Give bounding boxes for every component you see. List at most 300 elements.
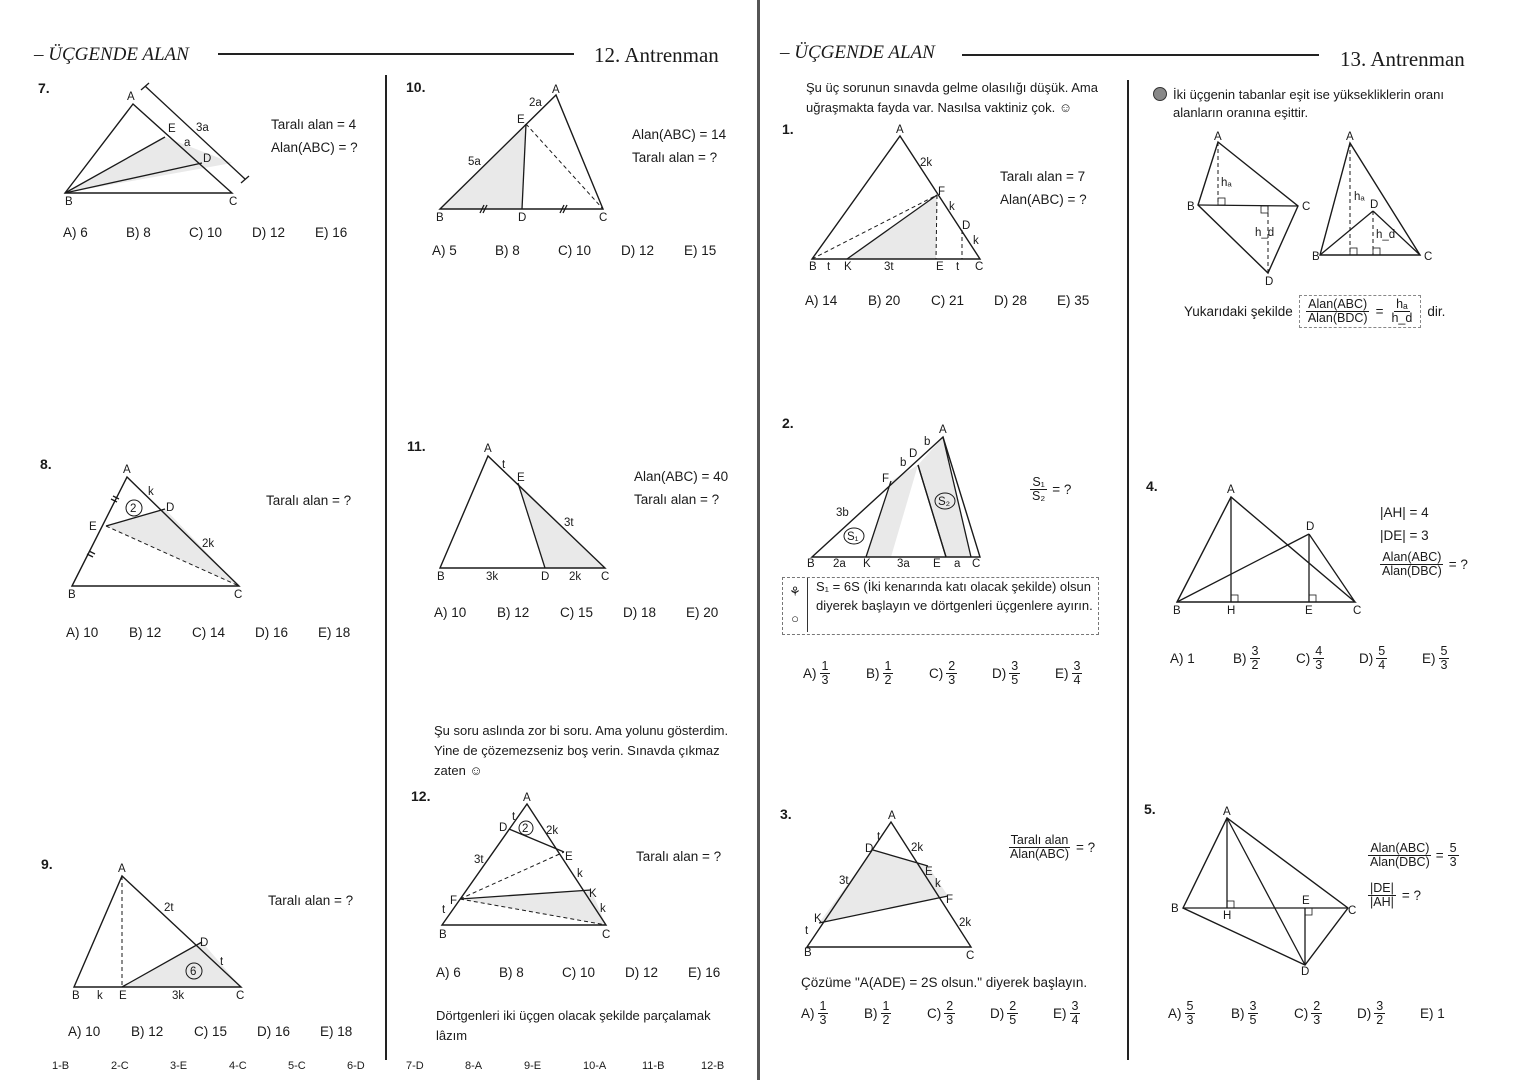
option-b[interactable]: B) 12 xyxy=(131,1024,164,1039)
option-letter: B) xyxy=(1233,651,1247,666)
label-B: B xyxy=(1312,251,1320,263)
numerator: 2 xyxy=(1009,999,1017,1013)
q9-figure xyxy=(60,860,260,1005)
option-b[interactable]: B) 20 xyxy=(868,293,901,308)
numerator: 1 xyxy=(882,999,890,1013)
denominator: 3 xyxy=(819,1013,827,1027)
label-D: D xyxy=(909,448,918,460)
question-number: 2. xyxy=(782,415,794,431)
q4-given-1: |AH| = 4 xyxy=(1380,505,1429,520)
q3-hint: Çözüme "A(ADE) = 2S olsun." diyerek başlayın. xyxy=(801,975,1088,990)
option-fraction xyxy=(1007,1000,1018,1027)
label-3t: 3t xyxy=(839,875,849,887)
numerator: Alan(ABC) xyxy=(1370,841,1430,855)
denominator: 5 xyxy=(1249,1013,1257,1027)
formula-box xyxy=(1299,295,1422,328)
question-number: 7. xyxy=(38,80,50,96)
denominator: Alan(ABC) xyxy=(1010,847,1070,861)
q7-given-2: Alan(ABC) = ? xyxy=(271,140,358,155)
q3-question xyxy=(1008,834,1095,861)
option-fraction xyxy=(944,1000,955,1027)
q4-fraction xyxy=(1380,551,1444,578)
label-2k: 2k xyxy=(202,538,215,550)
column-divider xyxy=(1127,80,1129,1060)
denominator: S₂ xyxy=(1032,489,1046,503)
question-tail: = ? xyxy=(1052,482,1072,497)
option-fraction xyxy=(881,1000,892,1027)
answer: 5-C xyxy=(288,1060,306,1072)
info-tail: dir. xyxy=(1427,304,1446,319)
bullet-icon xyxy=(1153,87,1167,101)
option-c[interactable] xyxy=(927,1000,990,1027)
question-tail: = ? xyxy=(1076,840,1096,855)
option-d[interactable] xyxy=(1359,645,1422,672)
q4-given-2: |DE| = 3 xyxy=(1380,528,1429,543)
label-b2: b xyxy=(900,457,907,469)
label-C: C xyxy=(234,589,243,601)
q5-fraction-1 xyxy=(1368,842,1432,869)
q12-note: Dörtgenleri iki üçgen olacak şekilde parçalamak lâzım xyxy=(436,1008,711,1043)
option-fraction xyxy=(1376,645,1387,672)
option-fraction xyxy=(1072,660,1083,687)
denominator: Alan(DBC) xyxy=(1382,564,1442,578)
option-letter: E) xyxy=(1055,666,1069,681)
label-hd: h_d xyxy=(1255,227,1275,239)
option-b[interactable] xyxy=(864,1000,927,1027)
option-c[interactable]: C) 14 xyxy=(192,625,226,640)
question-number: 11. xyxy=(407,438,426,454)
question-number: 10. xyxy=(406,79,426,95)
label-t2: t xyxy=(956,261,960,273)
label-5a: 5a xyxy=(468,156,481,168)
label-t2: t xyxy=(442,904,446,916)
option-a[interactable]: A) 10 xyxy=(66,625,99,640)
label-D: D xyxy=(962,220,971,232)
option-c[interactable] xyxy=(1296,645,1359,672)
label-A: A xyxy=(939,424,947,436)
q12-figure xyxy=(430,792,620,947)
area-2: 2 xyxy=(522,823,529,835)
label-A: A xyxy=(1214,131,1222,143)
label-A: A xyxy=(123,464,131,476)
label-A: A xyxy=(118,863,126,875)
info-caption: Yukarıdaki şekilde xyxy=(1184,304,1293,319)
bulb-icon: ⚘ xyxy=(789,583,801,599)
label-D: D xyxy=(1301,966,1310,978)
label-E: E xyxy=(933,558,941,570)
denominator: 2 xyxy=(882,1013,890,1027)
label-F: F xyxy=(946,894,954,906)
answer: 9-E xyxy=(524,1060,542,1072)
option-d[interactable]: D) 18 xyxy=(623,605,657,620)
label-3t: 3t xyxy=(884,261,894,273)
label-t: t xyxy=(502,459,506,471)
left-header-right: 12. Antrenman xyxy=(594,43,719,67)
label-E: E xyxy=(517,472,525,484)
option-letter: E) xyxy=(1422,651,1436,666)
label-C: C xyxy=(599,212,608,224)
label-H: H xyxy=(1227,605,1236,617)
q2-options xyxy=(803,660,1082,687)
q7-figure xyxy=(55,80,260,210)
option-letter: D) xyxy=(1357,1006,1372,1021)
label-2k: 2k xyxy=(569,571,582,583)
q12-given-1: Taralı alan = ? xyxy=(636,849,722,864)
equals: = xyxy=(1435,848,1444,863)
label-F: F xyxy=(450,895,458,907)
option-fraction xyxy=(1313,645,1324,672)
option-a[interactable] xyxy=(1170,645,1233,672)
numerator: 5 xyxy=(1449,841,1457,855)
numerator: 3 xyxy=(1251,644,1259,658)
answer: 1-B xyxy=(52,1060,70,1072)
header-dash: – xyxy=(780,42,790,63)
label-3a: 3a xyxy=(897,558,910,570)
q4-figure xyxy=(1165,482,1365,622)
label-B: B xyxy=(439,929,447,941)
numerator: Taralı alan xyxy=(1010,833,1069,847)
label-k: k xyxy=(949,201,955,213)
label-E: E xyxy=(1302,895,1310,907)
q8-given-1: Taralı alan = ? xyxy=(266,493,352,508)
right-header-right: 13. Antrenman xyxy=(1340,47,1465,71)
answer: 6-D xyxy=(347,1060,365,1072)
denominator: |AH| xyxy=(1370,895,1394,909)
label-A: A xyxy=(484,443,492,455)
q2-fraction xyxy=(1030,476,1047,503)
label-D: D xyxy=(518,212,527,224)
label-E: E xyxy=(168,123,176,135)
option-e[interactable] xyxy=(1053,1000,1080,1027)
option-letter: B) xyxy=(864,1006,878,1021)
question-number: 3. xyxy=(780,806,792,822)
numerator: 5 xyxy=(1440,644,1448,658)
option-fraction xyxy=(1250,645,1261,672)
option-letter: C) xyxy=(1294,1006,1309,1021)
option-e[interactable]: E) 16 xyxy=(688,965,721,980)
option-letter: D) xyxy=(990,1006,1005,1021)
q1-figure xyxy=(800,124,1000,279)
denominator: 2 xyxy=(1251,658,1259,672)
option-a[interactable]: A) 10 xyxy=(434,605,467,620)
label-C: C xyxy=(602,929,611,941)
equals: = xyxy=(1375,304,1384,319)
option-c[interactable]: C) 10 xyxy=(189,225,223,240)
label-F: F xyxy=(938,186,946,198)
option-fraction xyxy=(820,660,831,687)
option-b[interactable] xyxy=(1231,1000,1294,1027)
option-letter: A) xyxy=(801,1006,815,1021)
denominator: Alan(BDC) xyxy=(1307,311,1368,325)
option-e[interactable] xyxy=(1420,1000,1445,1027)
denominator: 3 xyxy=(821,673,829,687)
label-3k: 3k xyxy=(486,571,499,583)
option-d[interactable] xyxy=(1357,1000,1420,1027)
q5-options xyxy=(1168,1000,1445,1027)
question-number: 4. xyxy=(1146,478,1158,494)
denominator: 3 xyxy=(1315,658,1323,672)
right-header xyxy=(780,42,935,64)
option-c[interactable]: C) 10 xyxy=(558,243,592,258)
question-number: 1. xyxy=(782,121,794,137)
option-b[interactable]: B) 12 xyxy=(497,605,530,620)
question-number: 9. xyxy=(41,856,53,872)
q2-question xyxy=(1030,476,1071,503)
option-e[interactable]: E) 35 xyxy=(1057,293,1090,308)
option-fraction xyxy=(1311,1000,1322,1027)
label-E: E xyxy=(925,866,933,878)
numerator: Alan(ABC) xyxy=(1382,550,1442,564)
header-rule xyxy=(962,54,1319,56)
q11-figure xyxy=(430,440,620,590)
option-b[interactable]: B) 8 xyxy=(499,965,524,980)
option-b[interactable] xyxy=(1233,645,1296,672)
label-B: B xyxy=(804,947,812,959)
question-number: 5. xyxy=(1144,801,1156,817)
label-k: k xyxy=(577,868,583,880)
option-letter: C) xyxy=(929,666,944,681)
option-d[interactable]: D) 12 xyxy=(625,965,659,980)
option-letter: D) xyxy=(992,666,1007,681)
info-figure xyxy=(1180,130,1445,285)
option-fraction xyxy=(1248,1000,1259,1027)
q10-given-1: Alan(ABC) = 14 xyxy=(632,127,727,142)
option-letter: C) xyxy=(927,1006,942,1021)
label-2t: 2t xyxy=(164,902,174,914)
option-c[interactable]: C) 10 xyxy=(562,965,596,980)
numerator: 3 xyxy=(1071,999,1079,1013)
label-3k: 3k xyxy=(172,990,185,1002)
q3-fraction xyxy=(1008,834,1071,861)
option-fraction xyxy=(883,660,894,687)
option-b[interactable] xyxy=(866,660,929,687)
option-letter: B) xyxy=(1231,1006,1245,1021)
option-c[interactable] xyxy=(1294,1000,1357,1027)
option-a[interactable]: A) 10 xyxy=(68,1024,101,1039)
header-dash: – xyxy=(34,44,44,65)
option-e[interactable]: E) 18 xyxy=(320,1024,353,1039)
q8-figure xyxy=(60,460,250,605)
q8-options xyxy=(66,625,350,640)
label-t: t xyxy=(512,811,516,823)
label-K: K xyxy=(814,913,822,925)
numerator: 3 xyxy=(1011,659,1019,673)
option-e[interactable]: E) 16 xyxy=(315,225,348,240)
area-S2: S₂ xyxy=(938,496,951,508)
option-d[interactable]: D) 28 xyxy=(994,293,1028,308)
answer: 12-B xyxy=(701,1060,725,1072)
q7-options xyxy=(63,225,347,240)
label-ha: hₐ xyxy=(1354,191,1365,203)
header-title: ÜÇGENDE ALAN xyxy=(794,42,935,63)
option-a[interactable] xyxy=(801,1000,864,1027)
option-letter: A) xyxy=(803,666,817,681)
numerator: 3 xyxy=(1376,999,1384,1013)
option-e[interactable]: E) 18 xyxy=(318,625,351,640)
option-b[interactable]: B) 12 xyxy=(129,625,162,640)
right-intro: Şu üç sorunun sınavda gelme olasılığı düşük. Ama uğraşmakta fayda var. Nasılsa vaktiniz çok. ☺ xyxy=(806,80,1098,115)
label-E: E xyxy=(936,261,944,273)
q5-fraction-2 xyxy=(1368,882,1396,909)
q5-given xyxy=(1368,842,1459,869)
label-C: C xyxy=(972,558,981,570)
q5-fraction-value xyxy=(1448,842,1459,869)
option-c[interactable]: C) 15 xyxy=(560,605,594,620)
label-k2: k xyxy=(973,235,979,247)
option-e[interactable]: E) 20 xyxy=(686,605,719,620)
denominator: 2 xyxy=(1376,1013,1384,1027)
option-a[interactable] xyxy=(803,660,866,687)
answer: 3-E xyxy=(170,1060,188,1072)
answer: 10-A xyxy=(583,1060,607,1072)
option-fraction xyxy=(1374,1000,1385,1027)
question-number: 12. xyxy=(411,788,431,804)
option-letter: C) xyxy=(1296,651,1311,666)
label-A: A xyxy=(1227,484,1235,496)
option-d[interactable]: D) 12 xyxy=(621,243,655,258)
label-ha: hₐ xyxy=(1221,177,1232,189)
denominator: 3 xyxy=(1449,855,1457,869)
denominator: 4 xyxy=(1071,1013,1079,1027)
label-D: D xyxy=(865,843,874,855)
page-gutter xyxy=(757,0,760,1080)
area-2: 2 xyxy=(130,503,137,515)
question-tail: = ? xyxy=(1448,557,1468,572)
denominator: 3 xyxy=(1313,1013,1321,1027)
label-D: D xyxy=(166,502,175,514)
label-3b: 3b xyxy=(836,507,849,519)
option-letter: B) xyxy=(866,666,880,681)
label-F: F xyxy=(882,473,890,485)
hint-icon xyxy=(783,578,808,632)
label-B: B xyxy=(1171,903,1179,915)
label-D: D xyxy=(1306,521,1315,533)
label-C: C xyxy=(966,950,975,960)
option-fraction xyxy=(1185,1000,1196,1027)
label-hd: h_d xyxy=(1376,229,1396,241)
option-a[interactable] xyxy=(1168,1000,1231,1027)
label-C: C xyxy=(975,261,984,273)
q1-given-2: Alan(ABC) = ? xyxy=(1000,192,1087,207)
label-k2: k xyxy=(600,903,606,915)
denominator: 2 xyxy=(884,673,892,687)
option-letter: A) xyxy=(1168,1006,1182,1021)
option-a[interactable]: A) 5 xyxy=(432,243,457,258)
answer: 2-C xyxy=(111,1060,129,1072)
option-a[interactable]: A) 14 xyxy=(805,293,838,308)
q9-options xyxy=(68,1024,352,1039)
label-2a: 2a xyxy=(833,558,846,570)
question-tail: = ? xyxy=(1401,888,1422,903)
label-K: K xyxy=(844,261,852,273)
option-a[interactable]: A) 6 xyxy=(63,225,88,240)
option-d[interactable]: D) 16 xyxy=(257,1024,291,1039)
q7-given-1: Taralı alan = 4 xyxy=(271,117,357,132)
label-a: a xyxy=(184,137,191,149)
option-c[interactable]: C) 15 xyxy=(194,1024,228,1039)
label-D: D xyxy=(499,822,508,834)
option-letter: E) xyxy=(1053,1006,1067,1021)
answer: 4-C xyxy=(229,1060,247,1072)
option-a[interactable]: A) 6 xyxy=(436,965,461,980)
label-B: B xyxy=(65,196,73,208)
q11-given-1: Alan(ABC) = 40 xyxy=(634,469,729,484)
q3-figure xyxy=(795,810,995,960)
label-t: t xyxy=(827,261,831,273)
answer: 7-D xyxy=(406,1060,424,1072)
option-c[interactable]: C) 21 xyxy=(931,293,965,308)
option-d[interactable]: D) 12 xyxy=(252,225,286,240)
option-letter: D) xyxy=(1359,651,1374,666)
label-t: t xyxy=(220,956,224,968)
label-k: k xyxy=(148,486,154,498)
q1-options xyxy=(805,293,1089,308)
label-3t: 3t xyxy=(474,854,484,866)
option-e[interactable]: E) 15 xyxy=(684,243,717,258)
option-fraction xyxy=(1070,1000,1081,1027)
q3-options xyxy=(801,1000,1080,1027)
numerator: 1 xyxy=(819,999,827,1013)
numerator: 3 xyxy=(1073,659,1081,673)
label-B: B xyxy=(68,589,76,601)
denominator: 5 xyxy=(1011,673,1019,687)
q10-given-2: Taralı alan = ? xyxy=(632,150,718,165)
label-B: B xyxy=(72,990,80,1002)
q10-figure xyxy=(430,82,620,227)
q1-given-1: Taralı alan = 7 xyxy=(1000,169,1086,184)
option-b[interactable]: B) 8 xyxy=(495,243,520,258)
option-fraction xyxy=(1439,645,1450,672)
option-b[interactable]: B) 8 xyxy=(126,225,151,240)
q9-given-1: Taralı alan = ? xyxy=(268,893,354,908)
option-d[interactable]: D) 16 xyxy=(255,625,289,640)
q5-figure xyxy=(1165,805,1365,980)
circle-icon: ○ xyxy=(791,611,799,627)
label-B: B xyxy=(807,558,815,570)
label-K: K xyxy=(863,558,871,570)
option-e[interactable] xyxy=(1422,645,1449,672)
numerator: |DE| xyxy=(1370,881,1394,895)
label-B: B xyxy=(1187,201,1195,213)
option-d[interactable] xyxy=(992,660,1055,687)
label-A: A xyxy=(127,91,135,103)
option-c[interactable] xyxy=(929,660,992,687)
label-2k: 2k xyxy=(911,842,924,854)
label-E: E xyxy=(565,851,573,863)
header-title: ÜÇGENDE ALAN xyxy=(48,44,189,65)
denominator: 3 xyxy=(948,673,956,687)
denominator: 4 xyxy=(1073,673,1081,687)
label-A: A xyxy=(523,792,531,804)
option-d[interactable] xyxy=(990,1000,1053,1027)
q2-figure xyxy=(800,420,1000,575)
option-fraction xyxy=(1009,660,1020,687)
numerator: 2 xyxy=(946,999,954,1013)
option-e[interactable] xyxy=(1055,660,1082,687)
q4-question xyxy=(1380,551,1468,578)
label-E: E xyxy=(89,521,97,533)
label-D: D xyxy=(203,153,212,165)
label-H: H xyxy=(1223,910,1232,922)
numerator: 5 xyxy=(1186,999,1194,1013)
column-divider xyxy=(385,75,387,1060)
label-C: C xyxy=(1353,605,1362,617)
denominator: Alan(DBC) xyxy=(1370,855,1430,869)
formula-fraction-1 xyxy=(1306,298,1370,325)
label-t: t xyxy=(877,831,881,843)
label-C: C xyxy=(601,571,610,583)
numerator: 2 xyxy=(948,659,956,673)
